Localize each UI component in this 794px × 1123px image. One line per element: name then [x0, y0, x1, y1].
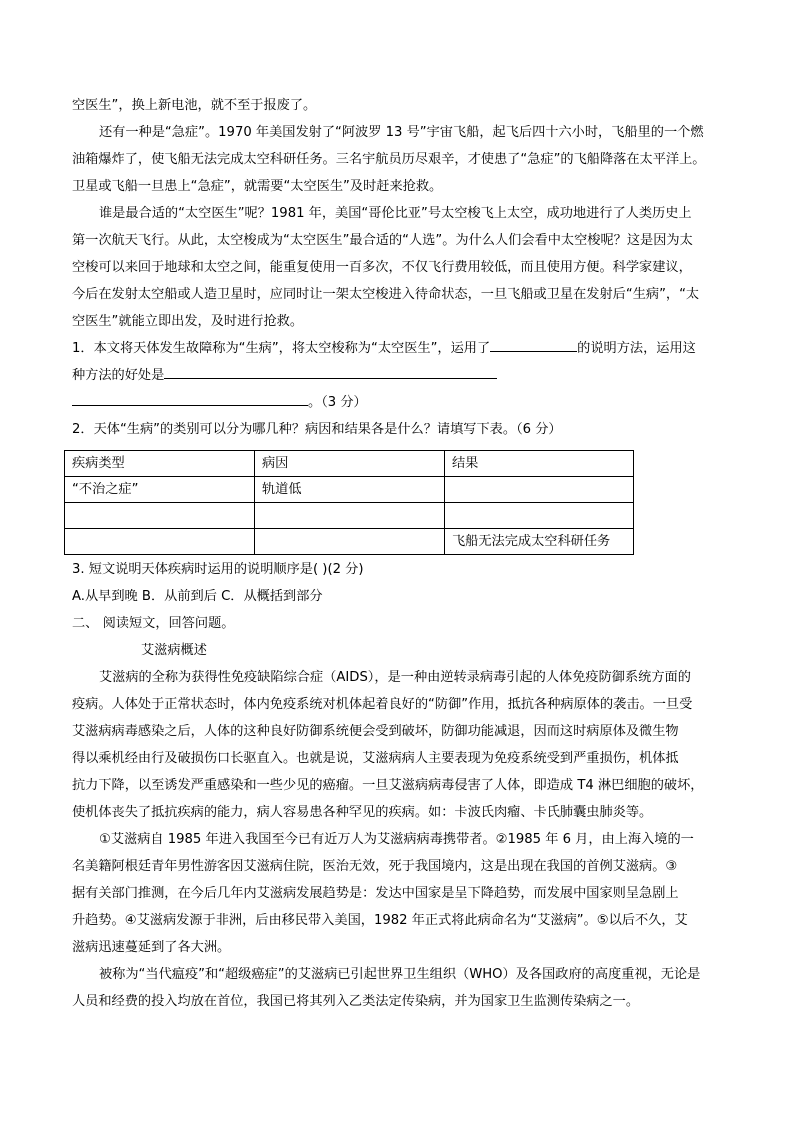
answer-blank-3[interactable] — [72, 405, 308, 406]
table-row — [65, 529, 634, 555]
paragraph-line: 人员和经费的投入均放在首位，我国已将其列入乙类法定传染病，并为国家卫生监测传染病之一。 — [72, 994, 640, 1009]
answer-table — [64, 450, 634, 555]
table-cell-blank[interactable] — [445, 477, 634, 503]
question-1-line3 — [72, 394, 732, 412]
question-3: 3. 短文说明天体疾病时运用的说明顺序是( )(2 分) — [72, 562, 364, 577]
paragraph-line: 油箱爆炸了，使飞船无法完成太空科研任务。三名宇航员历尽艰辛，才使患了“急症”的飞船降落在太平洋上。 — [72, 152, 706, 167]
paragraph-line: 艾滋病病毒感染之后，人体的这种良好防御系统便会受到破坏，防御功能减退，因而这时病原体及微生物 — [72, 724, 679, 739]
answer-blank-1[interactable] — [490, 351, 577, 352]
table-cell: “不治之症” — [65, 477, 255, 503]
table-cell-blank[interactable] — [65, 529, 255, 555]
paragraph-line: ①艾滋病自 1985 年进入我国至今已有近万人为艾滋病病毒携带者。②1985 年 6 月，由上海入境的一 — [99, 832, 694, 847]
question-1-prompt: 种方法的好处是 — [72, 368, 165, 383]
paragraph-line: 得以乘机经由行及破损伤口长驱直入。也就是说，艾滋病病人主要表现为免疫系统受到严重损伤，机体抵 — [72, 751, 679, 766]
table-header-row — [65, 451, 634, 477]
paragraph-line: 艾滋病的全称为获得性免疫缺陷综合症（AIDS），是一种由逆转录病毒引起的人体免疫防御系统方面的 — [99, 670, 691, 685]
table-header-cell: 疾病类型 — [65, 451, 255, 477]
table-row — [65, 477, 634, 503]
article-title: 艾滋病概述 — [141, 643, 207, 658]
question-1-line2 — [72, 367, 732, 385]
table-cell-blank[interactable] — [65, 503, 255, 529]
paragraph-line: 滋病迅速蔓延到了各大洲。 — [72, 940, 231, 955]
paragraph-line: 被称为“当代瘟疫”和“超级癌症”的艾滋病已引起世界卫生组织（WHO）及各国政府的高度重视，无论是 — [99, 967, 701, 982]
table-header-cell: 结果 — [445, 451, 634, 477]
paragraph-line: 疫病。人体处于正常状态时，体内免疫系统对机体起着良好的“防御”作用，抵抗各种病原体的袭击。一旦受 — [72, 697, 693, 712]
table-row — [65, 503, 634, 529]
question-2: 2．天体“生病”的类别可以分为哪几种？病因和结果各是什么？请填写下表。（6 分） — [72, 422, 562, 437]
paragraph-line: 据有关部门推测，在今后几年内艾滋病发展趋势是：发达中国家是呈下降趋势，而发展中国家则呈急剧上 — [72, 886, 679, 901]
table-cell: 轨道低 — [255, 477, 445, 503]
question-1-text: 1．本文将天体发生故障称为“生病”，将太空梭称为“太空医生”，运用了 — [72, 341, 491, 356]
paragraph-line: 空医生”就能立即出发，及时进行抢救。 — [72, 314, 304, 329]
paragraph-line: 名美籍阿根廷青年男性游客因艾滋病住院，医治无效，死于我国境内，这是出现在我国的首例艾滋病。③ — [72, 859, 678, 874]
question-1-score: 。（3 分） — [308, 395, 367, 410]
paragraph-line: 还有一种是“急症”。1970 年美国发射了“阿波罗 13 号”宇宙飞船，起飞后四十六小时，飞船里的一个燃 — [99, 125, 704, 140]
question-3-options: A.从早到晚 B．从前到后 C．从概括到部分 — [72, 589, 323, 604]
paragraph-line: 卫星或飞船一旦患上“急症”，就需要“太空医生”及时赶来抢救。 — [72, 179, 443, 194]
paragraph-line: 第一次航天飞行。从此，太空梭成为“太空医生”最合适的“人选”。为什么人们会看中太空梭呢？这是因为太 — [72, 233, 693, 248]
table-cell-blank[interactable] — [255, 503, 445, 529]
paragraph-line: 空医生”，换上新电池，就不至于报废了。 — [72, 98, 317, 113]
table-cell: 飞船无法完成太空科研任务 — [445, 529, 634, 555]
paragraph-line: 抗力下降，以至诱发严重感染和一些少见的癌瘤。一旦艾滋病病毒侵害了人体，即造成 T4 淋巴细胞的破坏， — [72, 778, 704, 793]
question-1 — [72, 340, 732, 358]
question-1-text-cont: 的说明方法，运用这 — [577, 341, 696, 356]
paragraph-line: 使机体丧失了抵抗疾病的能力，病人容易患各种罕见的疾病。如：卡波氏肉瘤、卡氏肺囊虫肺炎等。 — [72, 805, 653, 820]
section-heading: 二、 阅读短文，回答问题。 — [72, 616, 235, 631]
paragraph-line: 空梭可以来回于地球和太空之间，能重复使用一百多次，不仅飞行费用较低，而且使用方便。科学家建议， — [72, 260, 692, 275]
table-cell-blank[interactable] — [445, 503, 634, 529]
table-cell-blank[interactable] — [255, 529, 445, 555]
paragraph-line: 升趋势。④艾滋病发源于非洲，后由移民带入美国，1982 年正式将此病命名为“艾滋病”。⑤以后不久，艾 — [72, 913, 688, 928]
paragraph-line: 今后在发射太空船或人造卫星时，应同时让一架太空梭进入待命状态，一旦飞船或卫星在发射后“生病”，“太 — [72, 287, 700, 302]
table-header-cell: 病因 — [255, 451, 445, 477]
paragraph-line: 谁是最合适的“太空医生”呢？1981 年，美国“哥伦比亚”号太空梭飞上太空，成功地进行了人类历史上 — [99, 206, 692, 221]
answer-blank-2[interactable] — [164, 378, 497, 379]
